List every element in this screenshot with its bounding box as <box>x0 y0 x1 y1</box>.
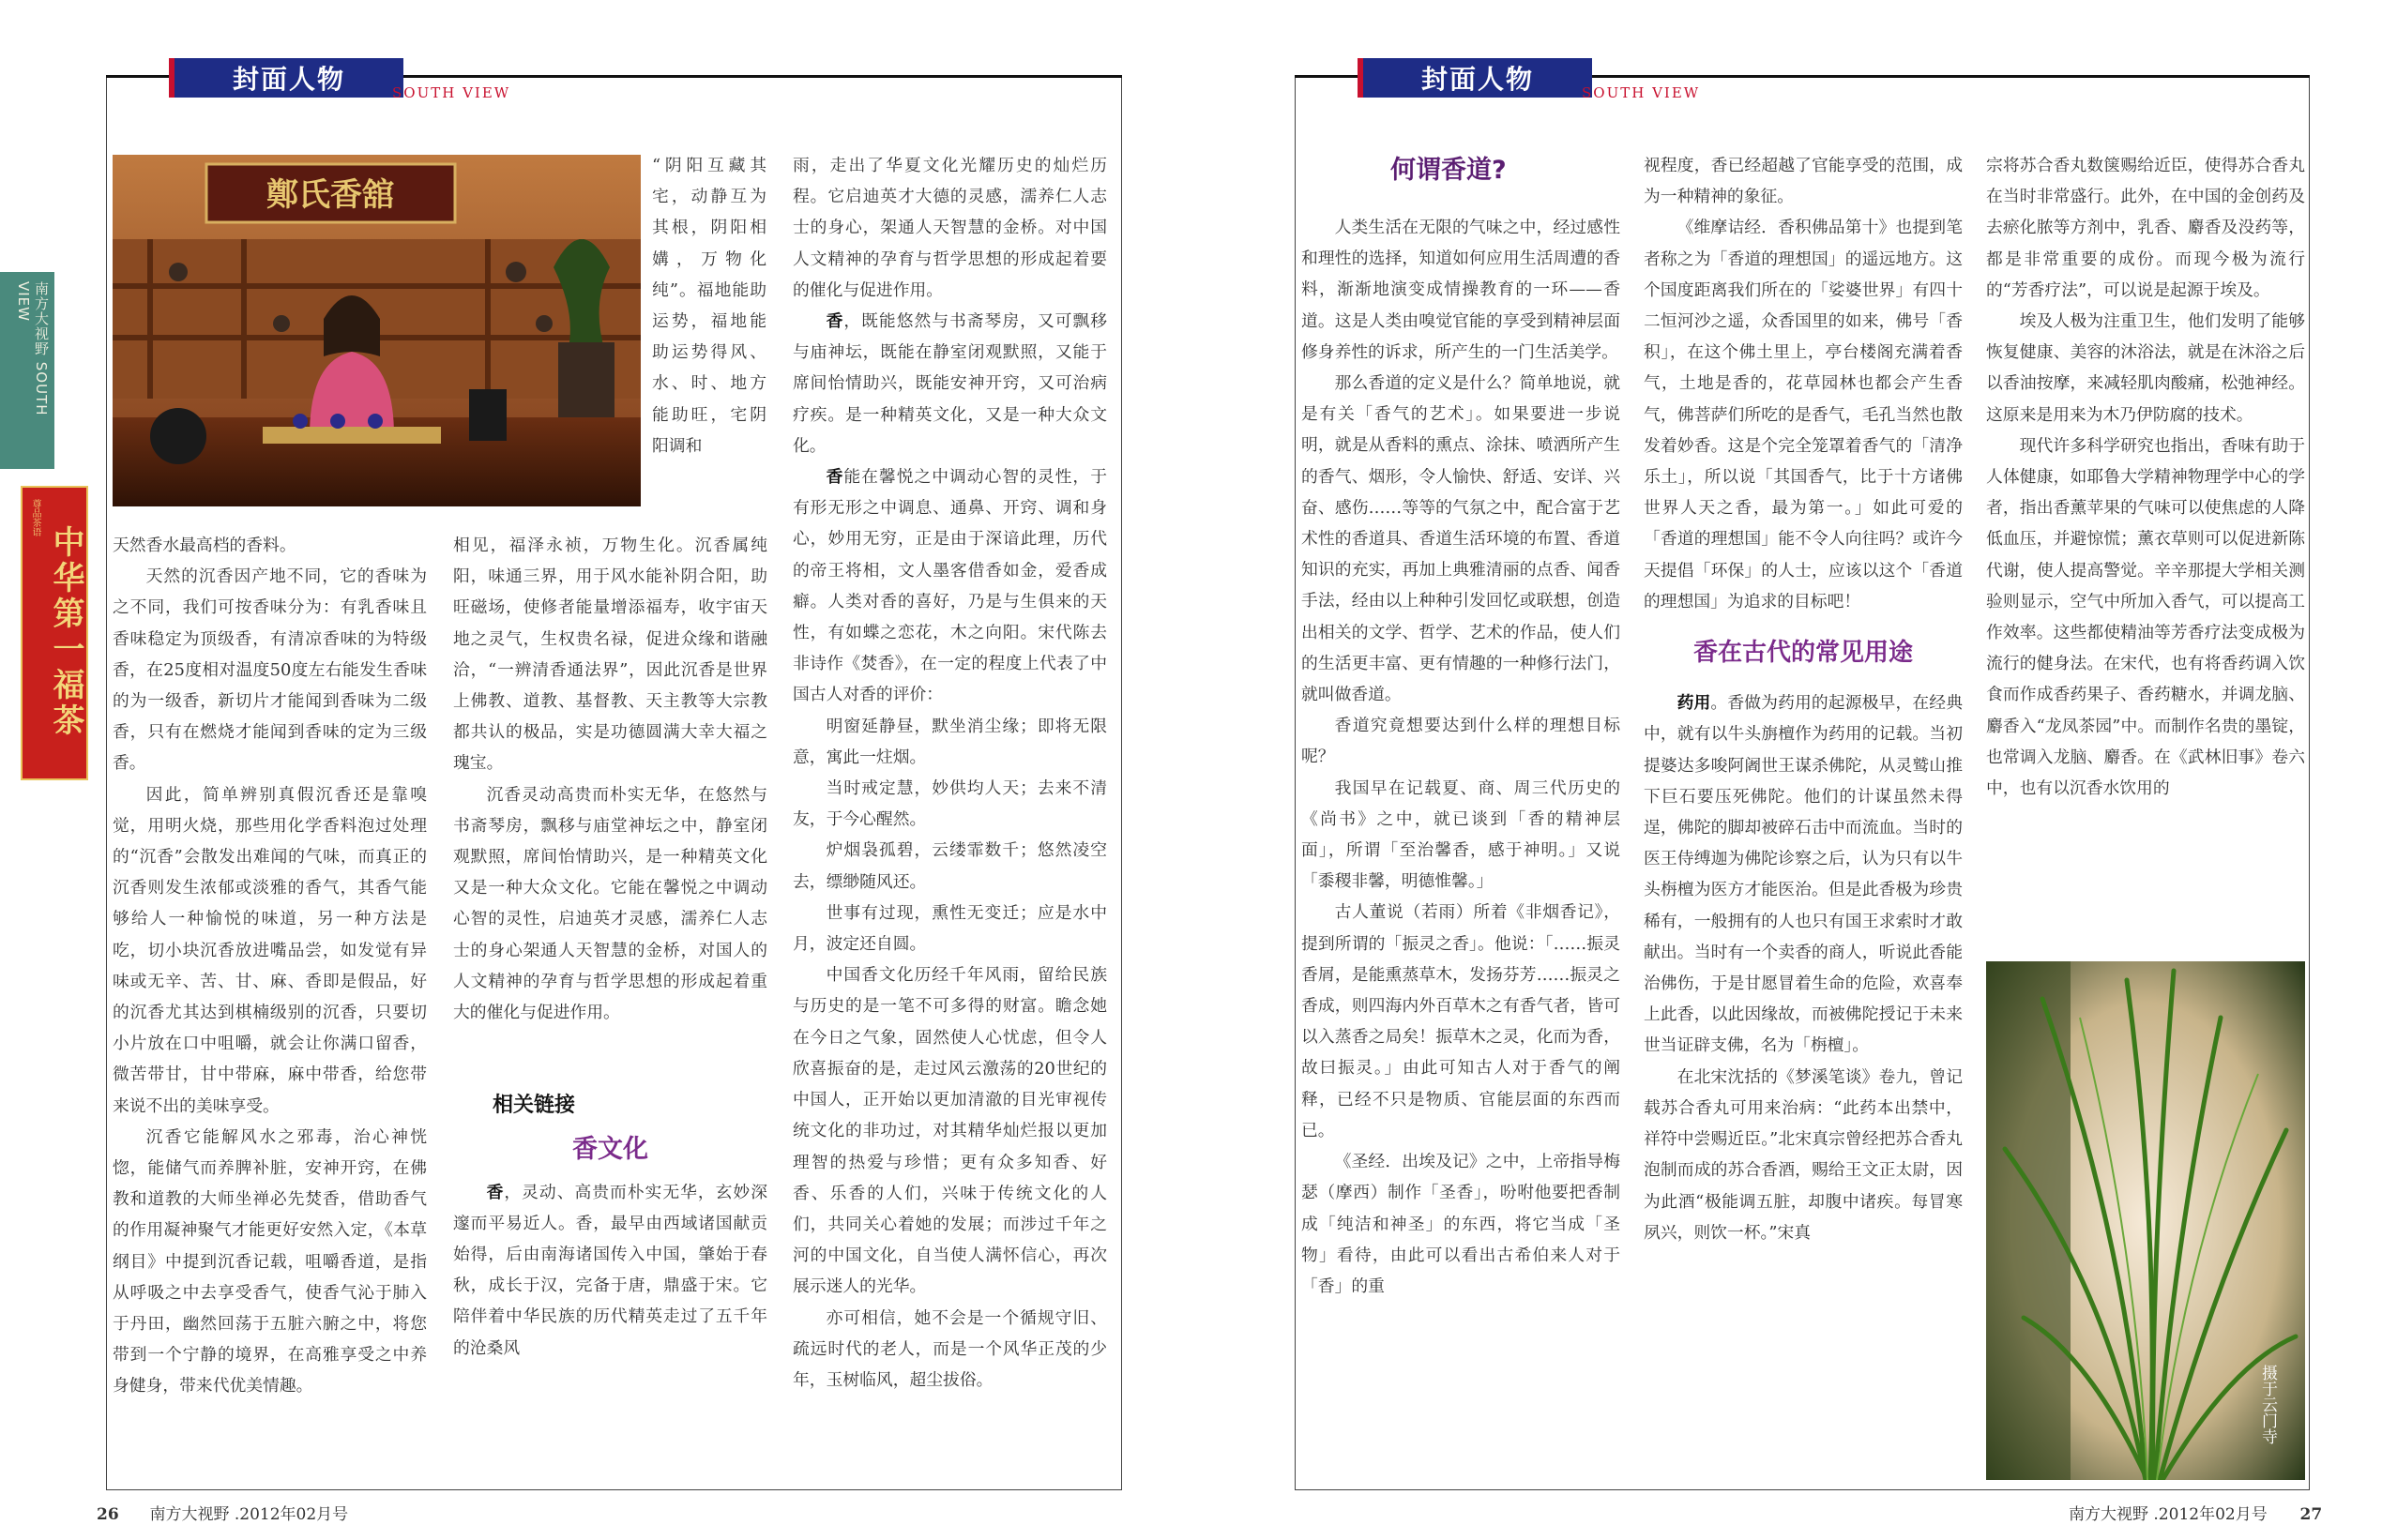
side-tab-tea-title: 中华第一福茶 <box>47 525 84 739</box>
right-page-number: 27 <box>2299 1505 2323 1524</box>
left-south-view: SOUTH VIEW <box>392 84 511 101</box>
right-col2: 视程度，香已经超越了官能享受的范围，成为一种精神的象征。 《维摩诘经．香积佛品第十》也提到笔者称之为「香道的理想国」的遥远地方。这个国度距离我们所在的「娑婆世界」有四十二恒河沙之遥，众香国里的如来，佛号「香积」，在这个佛土里上，亭台楼阁充满着香气，土地是香的，花草园林也都会产生香气，佛菩萨们所吃的是香气，毛孔当然也散发着妙香。这是个完全笼罩着香气的「清净乐土」，所以说「其国香气，比于十方诸佛世界人天之香，最为第一。」如此可爱的「香道的理想国」能不令人向往吗？或许今天提倡「环保」的人士，应该以这个「香道的理想国」为追求的目标吧！ 香在古代的常见用途 药用。香做为药用的起源极早，在经典中，就有以牛头旃檀作为药用的记载。当初提婆达多唆阿阇世王谋杀佛陀，从灵鹫山推下巨石要压死佛陀。他们的计谋虽然未得逞，佛陀的脚却被碎石击中而流血。当时的医王侍缚迦为佛陀诊察之后，认为只有以牛头栴檀为医方才能医治。但是此香极为珍贵稀有，一般拥有的人也只有国王求索时才敢献出。当时有一个卖香的商人，听说此香能治佛伤，于是甘愿冒着生命的危险，欢喜奉上此香，以此因缘故，而被佛陀授记于未来世当证辟支佛，名为「栴檀」。 在北宋沈括的《梦溪笔谈》卷九，曾记载苏合香丸可用来治病：“此药本出禁中，祥符中尝赐近臣。”北宋真宗曾经把苏合香丸泡制而成的苏合香酒，赐给王文正太尉，因为此酒“极能调五脏，却腹中诸疾。每冒寒夙兴，则饮一杯。”宋真 <box>1644 156 1963 1243</box>
side-tab-tea[interactable] <box>21 486 88 780</box>
right-south-view: SOUTH VIEW <box>1582 84 1701 101</box>
what-is-incense-way-heading: 何谓香道? <box>1390 156 1507 185</box>
right-col1: 何谓香道? 人类生活在无限的气味之中，经过感性和理性的选择，知道如何应用生活周遭的香料，渐渐地演变成情操教育的一环——香道。这是人类由嗅觉官能的享受到精神层面修身养性的诉求，所产生的一门生活美学。 那么香道的定义是什么？简单地说，就是有关「香气的艺术」。如果要进一步说明，就是从香料的熏点、涂抹、喷洒所产生的香气、烟形，令人愉快、舒适、安详、兴奋、感伤……等等的气氛之中，配合富于艺术性的香道具、香道生活环境的布置、香道知识的充实，再加上典雅清丽的点香、闻香手法，经由以上种种引发回忆或联想，创造出相关的文学、哲学、艺术的作品，使人们的生活更丰富、更有情趣的一种修行法门，就叫做香道。 香道究竟想要达到什么样的理想目标呢？ 我国早在记载夏、商、周三代历史的《尚书》之中，就已谈到「香的精神层面」，所谓「至治馨香，感于神明。」又说「黍稷非馨，明德惟馨。」 古人董说（若雨）所着《非烟香记》，提到所谓的「振灵之香」。他说：「……振灵香屑，是能熏蒸草木，发扬芬芳……振灵之香成，则四海内外百草木之有香气者，皆可以入蒸香之局矣！振草木之灵，化而为香，故曰振灵。」由此可知古人对于香气的阐释，已经不只是物质、官能层面的东西而已。 《圣经．出埃及记》之中，上帝指导梅瑟（摩西）制作「圣香」，吩咐他要把香制成「纯洁和神圣」的东西，将它当成「圣物」看待，由此可以看出古希伯来人对于「香」的重 <box>1301 150 1620 1477</box>
orchid-photo <box>1986 961 2305 1480</box>
left-col1-body: 天然香水最高档的香料。 天然的沉香因产地不同，它的香味为之不同，我们可按香味分为：有乳香味且香味稳定为顶级香，有清凉香味的为特级香，在25度相对温度50度左右能发生香味的为一级香，新切片才能闻到香味为二级香，只有在燃烧才能闻到香味的定为三级香。 因此，简单辨别真假沉香还是靠嗅觉，用明火烧，那些用化学香料泡过处理的“沉香”会散发出难闻的气味，而真正的沉香则发生浓郁或淡雅的香气，其香气能够给人一种愉悦的味道，另一种方法是吃，切小块沉香放进嘴品尝，如发觉有异味或无辛、苦、甘、麻、香即是假品，好的沉香尤其达到棋楠级别的沉香，只要切小片放在口中咀嚼，就会让你满口留香，微苦带甘，甘中带麻，麻中带香，给您带来说不出的美味享受。 沉香它能解风水之邪毒，治心神恍惚，能储气而养脾补脏，安神开窍，在佛教和道教的大师坐禅必先焚香，借助香气的作用凝神聚气才能更好安然入定，《本草纲目》中提到沉香记载，咀嚼香道，是指从呼吸之中去享受香气，使香气沁于肺入于丹田，幽然回荡于五脏六腑之中，将您带到一个宁静的境界，在高雅享受之中养身健身，带来代优美情趣。 <box>113 536 427 1397</box>
left-footer <box>97 1501 348 1524</box>
tea-room-photo <box>113 155 641 506</box>
left-section-tab: 封面人物 <box>174 58 403 98</box>
left-page-number: 26 <box>97 1505 119 1524</box>
side-tab-south-view[interactable]: 南方大视野 SOUTH VIEW <box>0 272 54 469</box>
photo-caption: 摄于云门寺 <box>2258 1365 2277 1444</box>
photo-sign-text: 鄭氏香舘 <box>266 176 394 214</box>
common-uses-heading: 香在古代的常见用途 <box>1692 639 1913 668</box>
right-section-tab: 封面人物 <box>1363 58 1592 98</box>
right-col3: 宗将苏合香丸数箧赐给近臣，使得苏合香丸在当时非常盛行。此外，在中国的金创药及去瘀化脓等方剂中，乳香、麝香及没药等，都是非常重要的成份。而现今极为流行的“芳香疗法”，可以说是起源于埃及。 埃及人极为注重卫生，他们发明了能够恢复健康、美容的沐浴法，就是在沐浴之后以香油按摩，来减轻肌肉酸痛，松弛神经。这原来是用来为木乃伊防腐的技术。 现代许多科学研究也指出，香味有助于人体健康，如耶鲁大学精神物理学中心的学者，指出香薰苹果的气味可以使焦虑的人降低血压，并避惊慌；薰衣草则可以促进新陈代谢，使人提高警觉。辛辛那提大学相关测验则显示，空气中所加入香气，可以提高工作效率。这些都使精油等芳香疗法变成极为流行的健身法。在宋代，也有将香药调入饮食而作成香药果子、香药糖水，并调龙脑、麝香入“龙凤茶园”中。而制作名贵的墨锭，也常调入龙脑、麝香。在《武林旧事》卷六中，也有以沉香水饮用的 <box>1986 156 2305 799</box>
left-col2: 相见，福泽永祯，万物生化。沉香属纯阳，味通三界，用于风水能补阴合阳，助旺磁场，使修者能量增添福寿，收宇宙天地之灵气，生权贵名禄，促进众缘和谐融洽，“一辨清香通法界”，因此沉香是世界上佛教、道教、基督教、天主教等大宗教都共认的极品，实是功德圆满大幸大福之瑰宝。 沉香灵动高贵而朴实无华，在悠然与书斋琴房，飘移与庙堂神坛之中，静室闭观默照，席间怡情助兴，是一种精英文化又是一种大众文化。它能在馨悦之中调动心智的灵性，启迪英才灵感，濡养仁人志士的身心架通人天智慧的金桥，对国人的人文精神的孕育与哲学思想的形成起着重大的催化与促进作用。 相关链接 香文化 香，灵动、高贵而朴实无华，玄妙深邃而平易近人。香，最早由西域诸国献贡始得，后由南海诸国传入中国，肇始于春秋，成长于汉，完备于唐，鼎盛于宋。它陪伴着中华民族的历代精英走过了五千年的沧桑风 <box>453 536 767 1358</box>
incense-culture-title: 香文化 <box>572 1135 648 1165</box>
side-tab-tea-small: 尊品茶语 <box>30 499 40 536</box>
right-footer <box>2069 1501 2322 1524</box>
related-link-heading: 相关链接 <box>493 1094 576 1118</box>
left-col3: 雨，走出了华夏文化光耀历史的灿烂历程。它启迪英才大德的灵感，濡养仁人志士的身心，架通人天智慧的金桥。对中国人文精神的孕育与哲学思想的形成起着要的催化与促进作用。 香，既能悠然与书斋琴房，又可飘移与庙神坛，既能在静室闭观默照，又能于席间怡情助兴，既能安神开窍，又可治病疗疾。是一种精英文化，又是一种大众文化。 香能在馨悦之中调动心智的灵性，于有形无形之中调息、通鼻、开窍、调和身心，妙用无穷，正是由于深谙此理，历代的帝王将相，文人墨客借香如金，爱香成癖。人类对香的喜好，乃是与生俱来的天性，有如蝶之恋花，木之向阳。宋代陈去非诗作《焚香》，在一定的程度上代表了中国古人对香的评价： 明窗延静昼，默坐消尘缘；即将无限意，寓此一炷烟。 当时戒定慧，妙供均人天；去来不清友，于今心醒然。 炉烟袅孤碧，云缕霏数千；悠然凌空去，缥缈随风还。 世事有过现，熏性无变迁；应是水中月，波定还自圆。 中国香文化历经千年风雨，留给民族与历史的是一笔不可多得的财富。瞻念她在今日之气象，固然使人心忧虑，但令人欣喜振奋的是，走过风云激荡的20世纪的中国人，正开始以更加清澈的目光审视传统文化的非功过，对其精华灿烂报以更加理智的热爱与珍惜；更有众多知香、好香、乐香的人们，兴味于传统文化的人们，共同关心着她的发展；而涉过千年之河的中国文化，自当使人满怀信心，再次展示迷人的光华。 亦可相信，她不会是一个循规守旧、疏远时代的老人，而是一个风华正茂的少年，玉树临风，超尘拔俗。 <box>793 156 1107 1390</box>
left-footer-text: 南方大视野 .2012年02月号 <box>149 1505 349 1524</box>
right-footer-text: 南方大视野 .2012年02月号 <box>2069 1505 2268 1524</box>
left-col1-intro: “阴阳互藏其宅，动静互为其根，阴阳相媾，万物化纯”。福地能助运势，福地能助运势得风、水、时、地方能助旺，宅阴阳调和 <box>652 156 766 456</box>
